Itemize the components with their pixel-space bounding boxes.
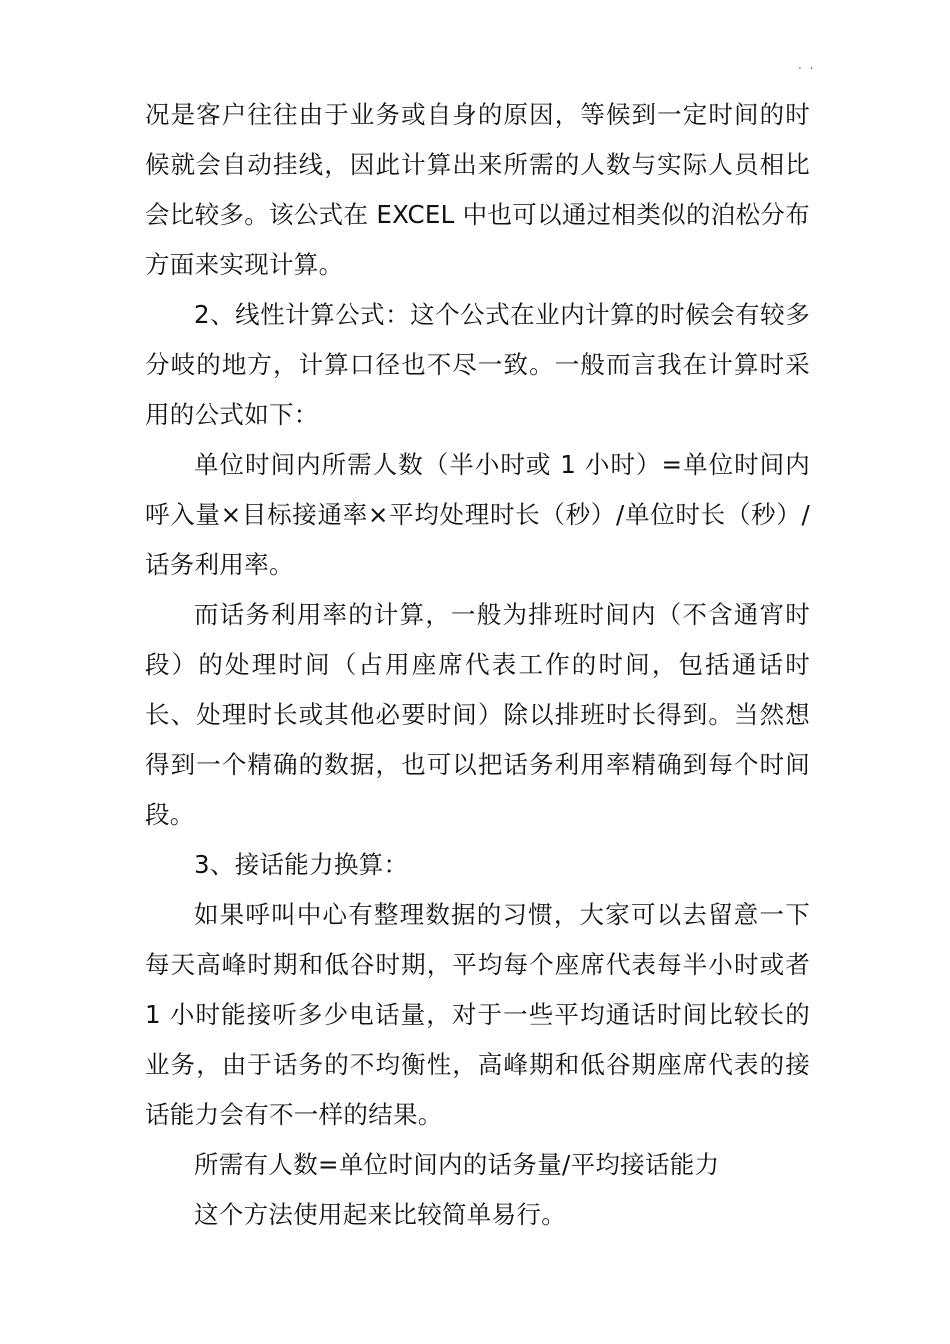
paragraph-formula-definition: 单位时间内所需人数（半小时或 1 小时）=单位时间内呼入量×目标接通率×平均处理时长（秒）/单位时长（秒）/话务利用率。 [145, 450, 810, 579]
paragraph-utilization-rate: 而话务利用率的计算，一般为排班时间内（不含通宵时段）的处理时间（占用座席代表工作的时间，包括通话时长、处理时长或其他必要时间）除以排班时长得到。当然想得到一个精确的数据，也可以把话务利用率精确到每个时间段。 [145, 600, 810, 829]
paragraph-conclusion: 这个方法使用起来比较简单易行。 [194, 1200, 566, 1229]
page-header-mark: . . [798, 58, 816, 72]
paragraph-staffing-formula: 所需有人数=单位时间内的话务量/平均接话能力 [194, 1150, 720, 1179]
section-heading-capacity: 3、接话能力换算： [194, 850, 409, 879]
document-body [145, 90, 810, 1240]
paragraph-linear-formula: 2、线性计算公式：这个公式在业内计算的时候会有较多分岐的地方，计算口径也不尽一致。一般而言我在计算时采用的公式如下： [145, 300, 810, 429]
paragraph-continuation: 况是客户往往由于业务或自身的原因，等候到一定时间的时候就会自动挂线，因此计算出来所需的人数与实际人员相比会比较多。该公式在 EXCEL 中也可以通过相类似的泊松分布方面来实现计算。 [145, 100, 810, 279]
paragraph-capacity-description: 如果呼叫中心有整理数据的习惯，大家可以去留意一下每天高峰时期和低谷时期，平均每个座席代表每半小时或者 1 小时能接听多少电话量，对于一些平均通话时间比较长的业务，由于话务的不均衡性，高峰期和低谷期座席代表的接话能力会有不一样的结果。 [145, 900, 810, 1129]
